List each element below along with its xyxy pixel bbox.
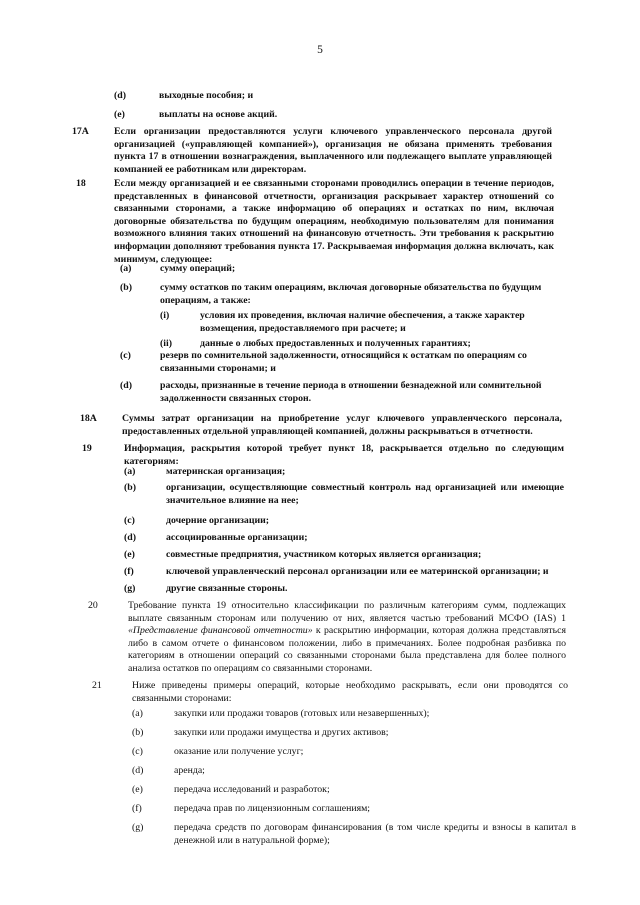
item-text: совместные предприятия, участником которых является организация; xyxy=(166,549,482,560)
item-label: (ii) xyxy=(160,338,172,349)
paragraph-18: Если между организацией и ее связанными сторонами проводились операции в течение периодов, представленных в финансовой отчетности, организация раскрывает характер отношений со связанными сторонами, а также информацию об операциях и остатках по ним, включая договорные обязательства по будущим операциям, необходимую пользователям для понимания возможного влияния таких отношений на финансовую отчетность. Эти требования к раскрытию информации дополняют требования пункта 17. Раскрываемая информация должна включать, как минимум, следующее: xyxy=(114,178,554,265)
item-text: аренда; xyxy=(174,765,205,776)
item-label: (e) xyxy=(132,784,143,795)
item-text: выходные пособия; и xyxy=(159,90,254,101)
item-label: (c) xyxy=(120,350,131,361)
item-label: (a) xyxy=(120,263,132,274)
item-text: передача исследований и разработок; xyxy=(174,784,330,795)
paragraph-number: 17A xyxy=(72,126,89,137)
paragraph-number: 18 xyxy=(76,178,86,189)
item-text: организации, осуществляющие совместный контроль над организацией или имеющие значительное влияние на нее; xyxy=(166,482,564,506)
item-text: выплаты на основе акций. xyxy=(159,109,278,120)
item-text: ассоциированные организации; xyxy=(166,532,308,543)
item-label: (g) xyxy=(132,822,144,833)
paragraph-20-text-before: Требование пункта 19 относительно классификации по различным категориям сумм, подлежащих выплате связанным сторонам или получению от них, является частью требований МСФО (IAS) 1 xyxy=(128,600,566,624)
item-label: (a) xyxy=(132,708,143,719)
item-text: условия их проведения, включая наличие обеспечения, а также характер возмещения, предоставляемого при расчете; и xyxy=(200,310,525,334)
item-label: (f) xyxy=(124,566,134,577)
item-label: (c) xyxy=(124,515,135,526)
item-text: оказание или получение услуг; xyxy=(174,746,304,757)
item-text: резерв по сомнительной задолженности, относящийся к остаткам по операциям со связанными сторонами; и xyxy=(160,350,527,374)
item-text: материнская организация; xyxy=(166,466,286,477)
item-label: (b) xyxy=(120,282,132,293)
item-text: сумму операций; xyxy=(160,263,236,274)
item-text: данные о любых предоставленных и полученных гарантиях; xyxy=(200,338,471,349)
item-label: (d) xyxy=(132,765,144,776)
item-label: (d) xyxy=(124,532,136,543)
standard-title: «Представление финансовой отчетности» xyxy=(128,625,313,637)
item-label: (d) xyxy=(114,90,126,101)
paragraph-number: 21 xyxy=(92,680,102,691)
item-text: дочерние организации; xyxy=(166,515,270,526)
item-text: закупки или продажи имущества и других активов; xyxy=(174,727,389,738)
item-text: передача средств по договорам финансирования (в том числе кредиты и взносы в капитал в денежной или в натуральной форме); xyxy=(174,822,576,846)
item-label: (a) xyxy=(124,466,136,477)
paragraph-20-text-after: к раскрытию информации, которая должна представляться либо в самом отчете о финансовом положении, либо в примечаниях. Более подробная разбивка по категориям в отношении операций со связанными сторонами была представлена для более полного анализа остатков по операциям со связанными сторонами. xyxy=(128,625,566,674)
paragraph-17A: Если организации предоставляются услуги ключевого управленческого персонала другой организацией («управляющей компанией»), организация не обязана применять требования пункта 17 в отношении вознаграждения, выплаченного или подлежащего выплате управляющей компанией ее работникам или директорам. xyxy=(114,126,552,175)
item-text: сумму остатков по таким операциям, включая договорные обязательства по будущим операциям, а также: xyxy=(160,282,542,306)
item-text: расходы, признанные в течение периода в отношении безнадежной или сомнительной задолженности связанных сторон. xyxy=(160,380,542,404)
item-label: (b) xyxy=(124,482,136,493)
paragraph-number: 20 xyxy=(88,600,98,611)
item-label: (i) xyxy=(160,310,170,321)
item-text: закупки или продажи товаров (готовых или незавершенных); xyxy=(174,708,430,719)
paragraph-18A: Суммы затрат организации на приобретение услуг ключевого управленческого персонала, предоставленных отдельной управляющей компанией, должны раскрываться в отчетности. xyxy=(122,413,562,437)
item-label: (d) xyxy=(120,380,132,391)
item-label: (c) xyxy=(132,746,143,757)
item-text: ключевой управленческий персонал организации или ее материнской организации; и xyxy=(166,566,549,577)
page-number: 5 xyxy=(317,44,323,56)
paragraph-number: 19 xyxy=(82,443,92,454)
item-label: (g) xyxy=(124,583,136,594)
item-text: другие связанные стороны. xyxy=(166,583,288,594)
paragraph-21: Ниже приведены примеры операций, которые необходимо раскрывать, если они проводятся со связанными сторонами: xyxy=(132,680,568,704)
paragraph-20 xyxy=(128,600,566,676)
paragraph-number: 18A xyxy=(80,413,97,424)
item-label: (e) xyxy=(114,109,125,120)
item-text: передача прав по лицензионным соглашениям; xyxy=(174,803,371,814)
item-label: (f) xyxy=(132,803,142,814)
item-label: (e) xyxy=(124,549,135,560)
paragraph-19: Информация, раскрытия которой требует пункт 18, раскрывается отдельно по следующим категориям: xyxy=(124,443,564,467)
item-label: (b) xyxy=(132,727,144,738)
